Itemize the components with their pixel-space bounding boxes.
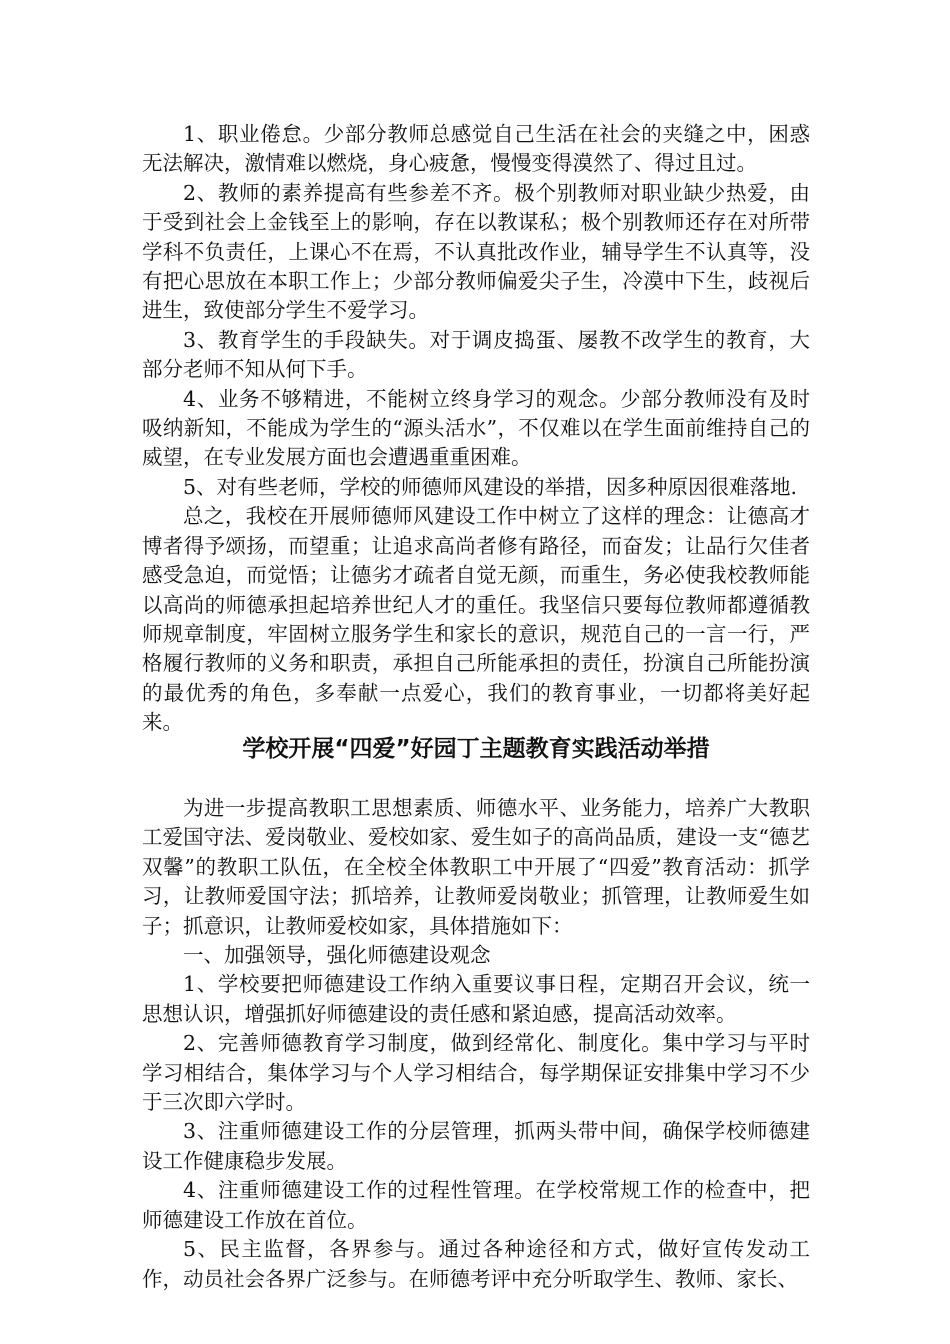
paragraph-introduction: 为进一步提高教职工思想素质、师德水平、业务能力，培养广大教职工爱国守法、爱岗敬业、爱校如家、爱生如子的高尚品质，建设一支“德艺双馨”的教职工队伍，在全校全体教职工中开展了“四爱”教育活动：抓学习，让教师爱国守法；抓培养，让教师爱岗敬业；抓管理，让教师爱生如子；抓意识，让教师爱校如家，具体措施如下： — [142, 796, 810, 938]
paragraph-heading-leadership: 一、加强领导，强化师德建设观念 — [183, 943, 491, 968]
paragraph-measure-1: 1、学校要把师德建设工作纳入重要议事日程，定期召开会议，统一思想认识，增强抓好师德建设的责任感和紧迫感，提高活动效率。 — [142, 972, 810, 1026]
paragraph-measure-4: 4、注重师德建设工作的过程性管理。在学校常规工作的检查中，把师德建设工作放在首位。 — [142, 1178, 810, 1232]
measures-section — [142, 794, 810, 1294]
paragraph-measure-2: 2、完善师德教育学习制度，做到经常化、制度化。集中学习与平时学习相结合，集体学习与个人学习相结合，每学期保证安排集中学习不少于三次即六学时。 — [142, 1031, 810, 1115]
section-title: 学校开展“四爱”好园丁主题教育实践活动举措 — [242, 736, 710, 762]
paragraph-teacher-quality: 2、教师的素养提高有些参差不齐。极个别教师对职业缺少热爱，由于受到社会上金钱至上的影响，存在以教谋私；极个别教师还存在对所带学科不负责任，上课心不在焉，不认真批改作业，辅导学生不认真等，没有把心思放在本职工作上；少部分教师偏爱尖子生，冷漠中下生，歧视后进生，致使部分学生不爱学习。 — [142, 180, 810, 323]
paragraph-implementation: 5、对有些老师，学校的师德师风建设的举措，因多种原因很难落地. — [183, 474, 798, 499]
problems-section — [142, 120, 810, 738]
paragraph-measure-5: 5、民主监督，各界参与。通过各种途径和方式，做好宣传发动工作，动员社会各界广泛参与。在师德考评中充分听取学生、教师、家长、 — [142, 1237, 810, 1291]
paragraph-job-burnout: 1、职业倦怠。少部分教师总感觉自己生活在社会的夹缝之中，困惑无法解决，激情难以燃烧，身心疲惫，慢慢变得漠然了、得过且过。 — [142, 122, 810, 176]
paragraph-professional-growth: 4、业务不够精进，不能树立终身学习的观念。少部分教师没有及时吸纳新知，不能成为学生的“源头活水”，不仅难以在学生面前维持自己的威望，在专业发展方面也会遭遇重重困难。 — [142, 386, 810, 470]
paragraph-education-means: 3、教育学生的手段缺失。对于调皮捣蛋、屡教不改学生的教育，大部分老师不知从何下手。 — [142, 327, 810, 382]
paragraph-measure-3: 3、注重师德建设工作的分层管理，抓两头带中间，确保学校师德建设工作健康稳步发展。 — [142, 1119, 810, 1173]
paragraph-conclusion: 总之，我校在开展师德师风建设工作中树立了这样的理念：让德高才博者得予颂扬，而望重；让追求高尚者修有路径，而奋发；让品行欠佳者感受急迫，而觉悟；让德劣才疏者自觉无颜，而重生，务必使我校教师能以高尚的师德承担起培养世纪人才的重任。我坚信只要每位教师都遵循教师规章制度，牢固树立服务学生和家长的意识，规范自己的一言一行，严格履行教师的义务和职责，承担自己所能承担的责任，扮演自己所能扮演的最优秀的角色，多奉献一点爱心，我们的教育事业，一切都将美好起来。 — [142, 504, 810, 735]
